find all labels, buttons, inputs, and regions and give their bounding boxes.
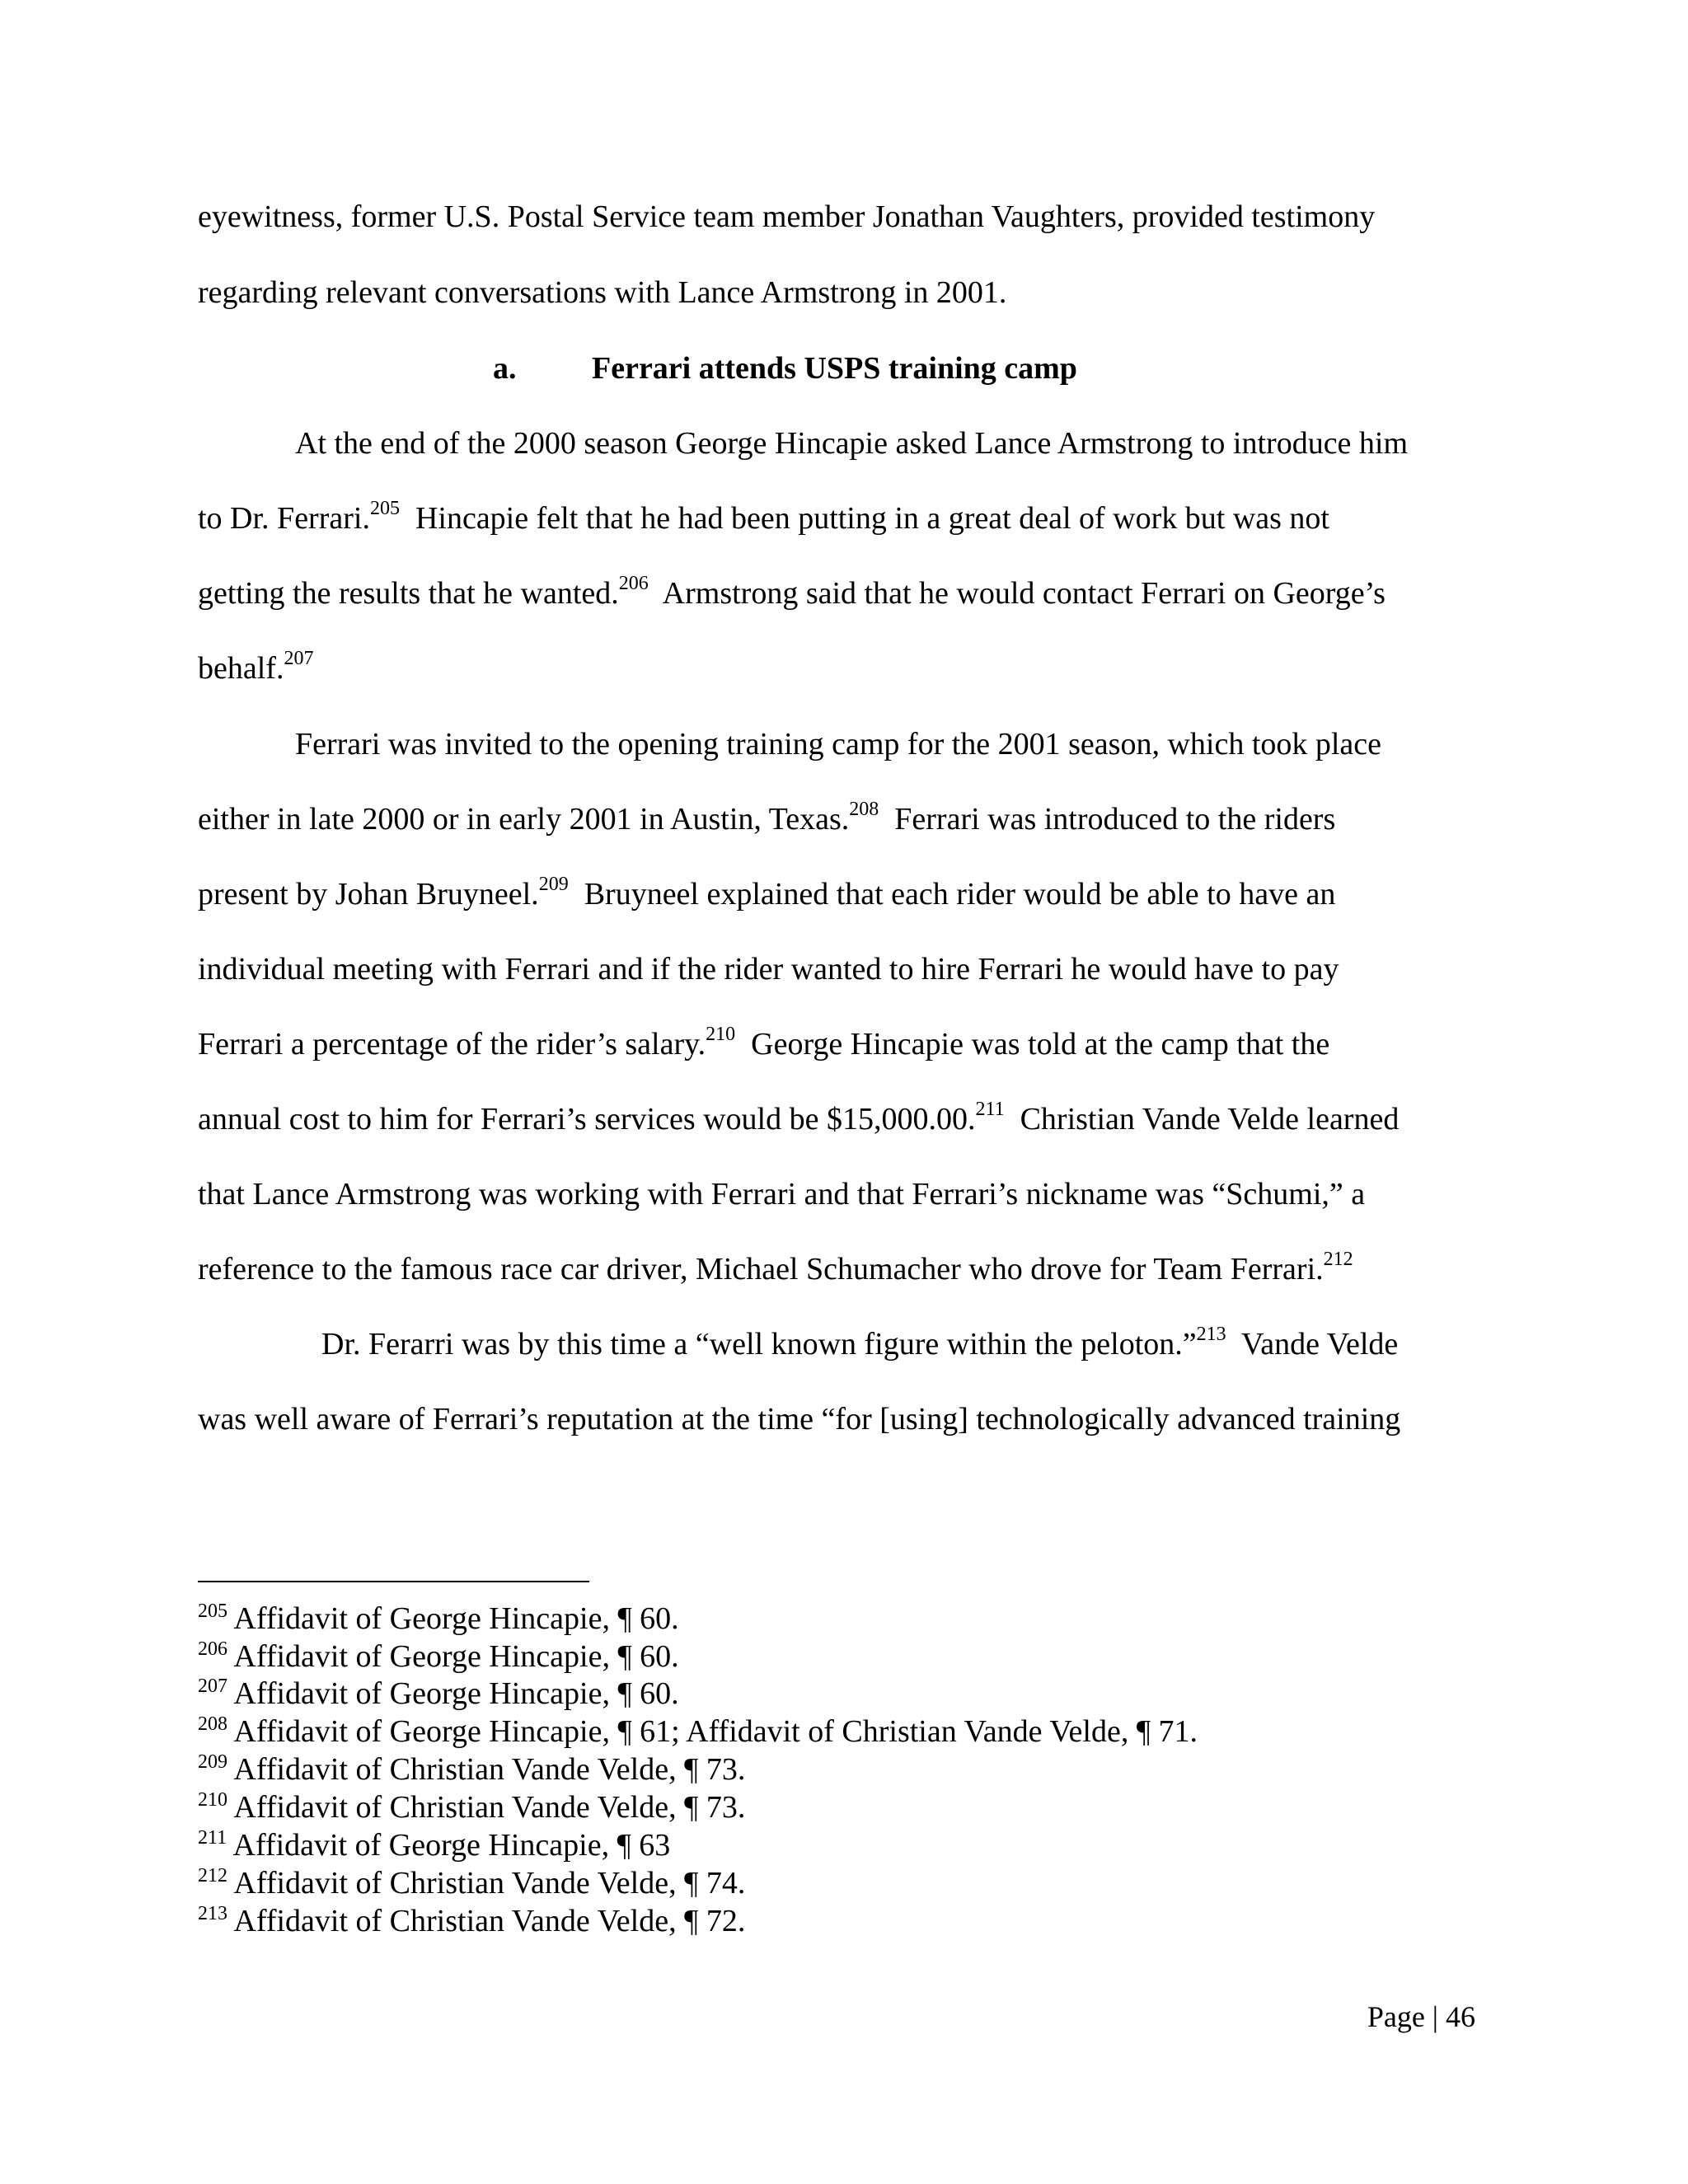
- body-line: [198, 950, 1339, 988]
- body-text: that Lance Armstrong was working with Ferrari and that Ferrari’s nickname was “Schumi,” a: [198, 1177, 1366, 1212]
- body-text: annual cost to him for Ferrari’s services would be $15,000.00.: [198, 1102, 976, 1137]
- body-text: was well aware of Ferrari’s reputation at the time “for [using] technologically advanced training: [198, 1402, 1401, 1436]
- footnote-text: Affidavit of George Hincapie, ¶ 61; Affidavit of Christian Vande Velde, ¶ 71.: [227, 1714, 1198, 1749]
- body-text: to Dr. Ferrari.: [198, 501, 370, 536]
- footnote: [198, 1827, 670, 1863]
- footnote-ref[interactable]: 210: [706, 1024, 736, 1045]
- footnote-text: Affidavit of George Hincapie, ¶ 60.: [227, 1601, 679, 1636]
- body-line: [198, 1400, 1400, 1438]
- body-line: [198, 198, 1375, 236]
- footnote-text: Affidavit of Christian Vande Velde, ¶ 73.: [227, 1752, 746, 1787]
- body-text: Bruyneel explained that each rider would be able to have an: [568, 877, 1336, 912]
- footnote: [198, 1789, 745, 1825]
- footnote-number: 207: [198, 1675, 227, 1697]
- body-line: [198, 1100, 1399, 1138]
- body-text: Christian Vande Velde learned: [1004, 1102, 1400, 1137]
- footnote-text: Affidavit of Christian Vande Velde, ¶ 73.: [227, 1790, 746, 1825]
- footnote-number: 208: [198, 1713, 227, 1735]
- body-text: individual meeting with Ferrari and if the rider wanted to hire Ferrari he would have to pay: [198, 952, 1339, 987]
- footnote: [198, 1601, 679, 1637]
- footnote-number: 206: [198, 1638, 227, 1660]
- footnote-ref[interactable]: 207: [284, 648, 314, 669]
- body-line: [198, 499, 1329, 537]
- body-text: Armstrong said that he would contact Ferrari on George’s: [648, 576, 1386, 611]
- footnote-ref[interactable]: 212: [1323, 1249, 1353, 1270]
- footnote-text: Affidavit of George Hincapie, ¶ 60.: [227, 1676, 679, 1711]
- footnote-text: Affidavit of Christian Vande Velde, ¶ 74.: [227, 1866, 746, 1900]
- body-text: present by Johan Bruyneel.: [198, 877, 539, 912]
- footnote-ref[interactable]: 205: [369, 498, 400, 519]
- footnote-text: Affidavit of George Hincapie, ¶ 60.: [227, 1639, 679, 1674]
- footnote-text: Affidavit of Christian Vande Velde, ¶ 72.: [227, 1904, 746, 1938]
- body-line: [198, 1250, 1353, 1288]
- body-line: [198, 875, 1335, 913]
- footnote-number: 210: [198, 1789, 227, 1811]
- footnote-ref[interactable]: 208: [849, 799, 879, 820]
- section-heading: Ferrari attends USPS training camp: [592, 351, 1077, 386]
- footnote-text: Affidavit of George Hincapie, ¶ 63: [227, 1828, 671, 1863]
- footnote: [198, 1751, 745, 1788]
- body-text: Ferrari was introduced to the riders: [879, 802, 1336, 837]
- footnote-number: 212: [198, 1865, 227, 1886]
- body-text: At the end of the 2000 season George Hincapie asked Lance Armstrong to introduce him: [295, 426, 1409, 461]
- body-text: getting the results that he wanted.: [198, 576, 619, 611]
- footnote-ref[interactable]: 209: [538, 874, 569, 895]
- body-text: Hincapie felt that he had been putting in a great deal of work but was not: [399, 501, 1329, 536]
- body-line: [198, 574, 1386, 612]
- footnote-ref[interactable]: 213: [1196, 1324, 1226, 1345]
- body-line: [198, 1175, 1365, 1213]
- body-line: [321, 1325, 1398, 1363]
- body-text: either in late 2000 or in early 2001 in Austin, Texas.: [198, 802, 850, 837]
- body-line: [198, 800, 1335, 838]
- section-heading-marker: a.: [493, 351, 517, 386]
- body-line: [198, 649, 313, 687]
- footnote: [198, 1713, 1198, 1750]
- body-text: George Hincapie was told at the camp that the: [735, 1027, 1330, 1062]
- body-text: regarding relevant conversations with Lance Armstrong in 2001.: [198, 275, 1007, 310]
- body-text: Dr. Ferarri was by this time a “well known figure within the peloton.”: [321, 1327, 1197, 1361]
- body-line: [198, 274, 1006, 312]
- footnote-ref[interactable]: 206: [618, 573, 649, 594]
- footnote: [198, 1638, 679, 1675]
- footnote-separator: [198, 1581, 589, 1582]
- body-text: Ferrari was invited to the opening training camp for the 2001 season, which took place: [295, 727, 1382, 762]
- body-line: [198, 1025, 1329, 1063]
- body-text: Ferrari a percentage of the rider’s salary.: [198, 1027, 706, 1062]
- footnote-ref[interactable]: 211: [975, 1099, 1005, 1120]
- body-text: behalf.: [198, 651, 284, 686]
- footnote-number: 213: [198, 1903, 227, 1924]
- footnote: [198, 1675, 679, 1712]
- body-text: eyewitness, former U.S. Postal Service team member Jonathan Vaughters, provided testimony: [198, 199, 1376, 234]
- footnote: [198, 1903, 745, 1939]
- body-line: [295, 424, 1408, 462]
- body-line: [295, 725, 1381, 763]
- footnote-number: 205: [198, 1601, 227, 1622]
- footnote: [198, 1865, 745, 1901]
- body-text: Vande Velde: [1226, 1327, 1399, 1361]
- footnote-number: 209: [198, 1751, 227, 1773]
- footnote-number: 211: [198, 1827, 227, 1849]
- page-number: Page | 46: [1367, 2000, 1475, 2033]
- body-text: reference to the famous race car driver, Michael Schumacher who drove for Team Ferrari.: [198, 1252, 1324, 1286]
